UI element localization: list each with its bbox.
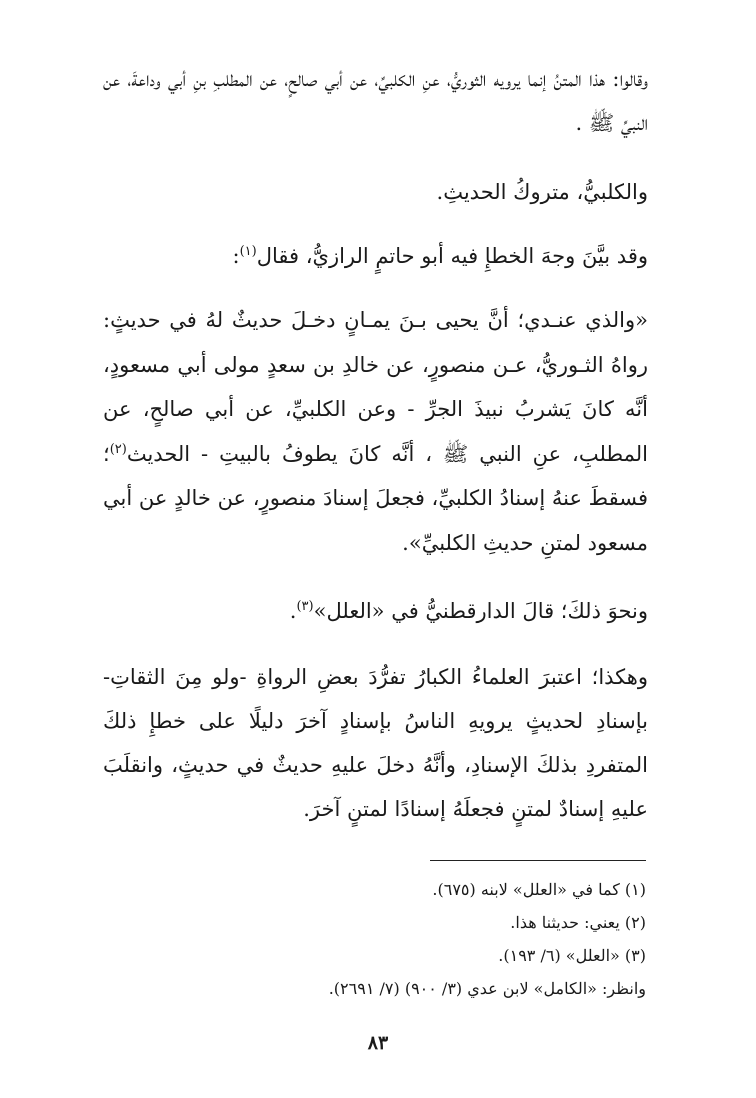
footnote-3-see-also: وانظر: «الكامل» لابن عدي (٣/ ٩٠٠) (٧/ ٢٦٩١). [328, 979, 646, 998]
quote-paragraph [103, 298, 648, 565]
quote-text-part-2: ؛ فسقطَ عنهُ إسنادُ الكلبيِّ، فجعلَ إسنادَ منصورٍ، عن خالدٍ عن أبي مسعود لمتنِ حديثِ الكلبيِّ». [103, 441, 648, 555]
footnotes [126, 873, 646, 1005]
paragraph-6-text: وهكذا؛ اعتبرَ العلماءُ الكبارُ تفرُّدَ بعضِ الرواةِ -ولو مِنَ الثقاتِ- بإسنادِ لحديثٍ يرويهِ الناسُ بإسنادٍ آخرَ دليلًا على خطإِ ذلكَ المتفردِ بذلكَ الإسنادِ، وأنَّهُ دخلَ عليهِ حديثٌ في حديثٍ، وانقلَبَ عليهِ إسنادٌ لمتنٍ فجعلَهُ إسنادًا لمتنٍ آخرَ. [103, 665, 648, 821]
paragraph-5-text: ونحوَ ذلكَ؛ قالَ الدارقطنيُّ في «العلل» [313, 599, 648, 623]
footnote-3: (٣) «العلل» (٦/ ١٩٣). [498, 946, 646, 965]
paragraph-5-line [103, 589, 648, 633]
footnote-ref-1: (١) [239, 244, 257, 259]
footnote-ref-3: (٣) [296, 599, 314, 614]
quote-line [103, 298, 648, 565]
paragraph-6 [103, 655, 648, 831]
page-number: ٨٣ [367, 1032, 389, 1054]
paragraph-2 [103, 170, 648, 214]
footnote-2: (٢) يعني: حديثنا هذا. [510, 913, 646, 932]
paragraph-1 [103, 57, 648, 145]
paragraph-5-period: . [289, 599, 297, 623]
footnote-ref-2: (٢) [109, 441, 127, 457]
footnote-1: (١) كما في «العلل» لابنه (٦٧٥). [432, 880, 646, 899]
paragraph-1-text: وقالوا: هذا المتنُ إنما يرويه الثوريُّ، عنِ الكلبيِّ، عن أبي صالحٍ، عن المطلبِ بنِ أبي وداعةَ، عن النبيِّ ﷺ . [103, 67, 648, 135]
quote-text-part-1: «والذي عنـدي؛ أنَّ يحيى بـنَ يمـانٍ دخـلَ حديثٌ لهُ في حديثٍ: رواهُ الثـوريُّ، عـن منصورٍ، عن خالدِ بن سعدٍ مولى أبي مسعودٍ، أنَّه كانَ يَشربُ نبيذَ الجرِّ - وعن الكلبيِّ، عن أبي صالحٍ، عن المطلبِ، عنِ النبي ﷺ ، أنَّه كانَ يطوفُ بالبيتِ - الحديث [103, 308, 648, 466]
paragraph-3-colon: : [232, 244, 240, 268]
paragraph-3-line [103, 234, 648, 278]
paragraph-3 [103, 234, 648, 278]
paragraph-2-text: والكلبيُّ، متروكُ الحديثِ. [436, 180, 648, 204]
footnote-separator [430, 860, 646, 861]
paragraph-3-text: وقد بيَّنَ وجهَ الخطإِ فيه أبو حاتمٍ الرازيُّ، فقال [256, 244, 648, 268]
paragraph-5 [103, 589, 648, 633]
